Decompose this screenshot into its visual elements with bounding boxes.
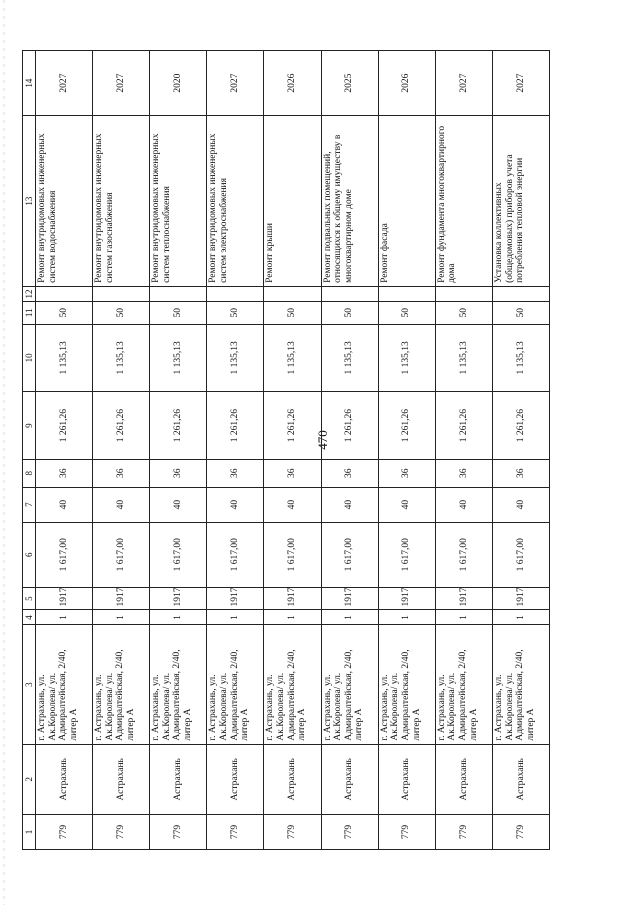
table-cell-col-10: 1 135,13 — [150, 324, 207, 392]
table-cell-col-1: 779 — [36, 814, 93, 849]
table-cell-col-10: 1 135,13 — [36, 324, 93, 392]
table-cell-col-9: 1 261,26 — [150, 392, 207, 460]
table-cell-col-5: 1917 — [36, 587, 93, 610]
table-cell-col-9: 1 261,26 — [492, 392, 549, 460]
table-cell-col-13: Ремонт крыши — [264, 116, 321, 287]
table-cell-col-7: 40 — [207, 487, 264, 522]
table-cell-col-7: 40 — [321, 487, 378, 522]
page-number: 470 — [314, 430, 330, 450]
table-cell-col-10: 1 135,13 — [435, 324, 492, 392]
table-cell-col-10: 1 135,13 — [492, 324, 549, 392]
column-number: 8 — [23, 459, 36, 487]
table-cell-col-8: 36 — [150, 459, 207, 487]
table-cell-col-5: 1917 — [492, 587, 549, 610]
table-cell-col-2: Астрахань — [150, 744, 207, 814]
column-number: 13 — [23, 116, 36, 287]
column-number: 5 — [23, 587, 36, 610]
table-cell-col-8: 36 — [435, 459, 492, 487]
column-number: 10 — [23, 324, 36, 392]
table-cell-col-8: 36 — [321, 459, 378, 487]
table-cell-col-7: 40 — [435, 487, 492, 522]
table-cell-col-13: Ремонт внутридомовых инженерных систем теплоснабжения — [150, 116, 207, 287]
table-cell-col-1: 779 — [492, 814, 549, 849]
table-cell-col-7: 40 — [150, 487, 207, 522]
table-cell-col-11: 50 — [435, 301, 492, 324]
column-number-row — [23, 51, 36, 850]
column-number: 14 — [23, 51, 36, 116]
table-row — [435, 51, 492, 850]
table-cell-col-7: 40 — [264, 487, 321, 522]
table-cell-col-11: 50 — [492, 301, 549, 324]
table-row — [150, 51, 207, 850]
table-cell-col-7: 40 — [378, 487, 435, 522]
table-cell-col-12 — [93, 286, 150, 301]
column-number: 9 — [23, 392, 36, 460]
table-cell-col-11: 50 — [150, 301, 207, 324]
table-cell-col-13: Ремонт фундамента многоквартирного дома — [435, 116, 492, 287]
table-cell-col-14: 2027 — [36, 51, 93, 116]
table-cell-col-1: 779 — [435, 814, 492, 849]
table-cell-col-12 — [378, 286, 435, 301]
table-cell-col-3: г. Астрахань, ул. Ак.Королева/ ул. Адмиралтейская, 2/40, литер А — [321, 625, 378, 744]
table-cell-col-2: Астрахань — [93, 744, 150, 814]
table-row — [36, 51, 93, 850]
table-cell-col-14: 2020 — [150, 51, 207, 116]
table-cell-col-5: 1917 — [435, 587, 492, 610]
table-cell-col-12 — [435, 286, 492, 301]
column-number: 7 — [23, 487, 36, 522]
column-number: 11 — [23, 301, 36, 324]
table-cell-col-4: 1 — [36, 610, 93, 625]
table-cell-col-1: 779 — [378, 814, 435, 849]
table-cell-col-4: 1 — [378, 610, 435, 625]
table-cell-col-1: 779 — [264, 814, 321, 849]
table-cell-col-10: 1 135,13 — [321, 324, 378, 392]
table-cell-col-9: 1 261,26 — [36, 392, 93, 460]
table-cell-col-3: г. Астрахань, ул. Ак.Королева/ ул. Адмиралтейская, 2/40, литер А — [492, 625, 549, 744]
table-cell-col-5: 1917 — [378, 587, 435, 610]
table-cell-col-2: Астрахань — [207, 744, 264, 814]
table-cell-col-4: 1 — [150, 610, 207, 625]
table-cell-col-12 — [492, 286, 549, 301]
table-cell-col-8: 36 — [36, 459, 93, 487]
table-cell-col-2: Астрахань — [378, 744, 435, 814]
table-cell-col-3: г. Астрахань, ул. Ак.Королева/ ул. Адмиралтейская, 2/40, литер А — [150, 625, 207, 744]
table-cell-col-3: г. Астрахань, ул. Ак.Королева/ ул. Адмиралтейская, 2/40, литер А — [264, 625, 321, 744]
table-cell-col-5: 1917 — [93, 587, 150, 610]
table-cell-col-13: Установка коллективных (общедомовых) приборов учета потребления тепловой энергии — [492, 116, 549, 287]
table-cell-col-1: 779 — [150, 814, 207, 849]
column-number: 6 — [23, 522, 36, 587]
table-cell-col-12 — [321, 286, 378, 301]
table-cell-col-11: 50 — [321, 301, 378, 324]
table-cell-col-3: г. Астрахань, ул. Ак.Королева/ ул. Адмиралтейская, 2/40, литер А — [36, 625, 93, 744]
table-cell-col-4: 1 — [93, 610, 150, 625]
table-body — [23, 51, 550, 850]
column-number: 4 — [23, 610, 36, 625]
table-cell-col-5: 1917 — [264, 587, 321, 610]
table-cell-col-6: 1 617,00 — [378, 522, 435, 587]
table-row — [207, 51, 264, 850]
table-cell-col-6: 1 617,00 — [492, 522, 549, 587]
table-cell-col-8: 36 — [492, 459, 549, 487]
column-number: 3 — [23, 625, 36, 744]
table-cell-col-13: Ремонт внутридомовых инженерных систем водоснабжения — [36, 116, 93, 287]
table-cell-col-14: 2027 — [492, 51, 549, 116]
table-cell-col-10: 1 135,13 — [207, 324, 264, 392]
table-cell-col-3: г. Астрахань, ул. Ак.Королева/ ул. Адмиралтейская, 2/40, литер А — [207, 625, 264, 744]
table-row — [378, 51, 435, 850]
table-cell-col-14: 2025 — [321, 51, 378, 116]
column-number: 12 — [23, 286, 36, 301]
table-cell-col-12 — [150, 286, 207, 301]
table-cell-col-5: 1917 — [207, 587, 264, 610]
table-cell-col-5: 1917 — [150, 587, 207, 610]
table-cell-col-9: 1 261,26 — [264, 392, 321, 460]
table-cell-col-4: 1 — [264, 610, 321, 625]
table-cell-col-4: 1 — [492, 610, 549, 625]
table-cell-col-11: 50 — [378, 301, 435, 324]
table-cell-col-7: 40 — [93, 487, 150, 522]
table-row — [93, 51, 150, 850]
table-cell-col-8: 36 — [378, 459, 435, 487]
table-cell-col-12 — [264, 286, 321, 301]
table-row — [492, 51, 549, 850]
table-cell-col-14: 2026 — [264, 51, 321, 116]
table-cell-col-14: 2027 — [207, 51, 264, 116]
table-cell-col-9: 1 261,26 — [435, 392, 492, 460]
table-cell-col-3: г. Астрахань, ул. Ак.Королева/ ул. Адмиралтейская, 2/40, литер А — [93, 625, 150, 744]
table-cell-col-6: 1 617,00 — [36, 522, 93, 587]
table-cell-col-6: 1 617,00 — [264, 522, 321, 587]
table-cell-col-2: Астрахань — [435, 744, 492, 814]
table-cell-col-1: 779 — [93, 814, 150, 849]
table-cell-col-13: Ремонт фасада — [378, 116, 435, 287]
table-cell-col-9: 1 261,26 — [93, 392, 150, 460]
table-cell-col-10: 1 135,13 — [93, 324, 150, 392]
table-cell-col-4: 1 — [321, 610, 378, 625]
table-cell-col-11: 50 — [264, 301, 321, 324]
table-cell-col-13: Ремонт внутридомовых инженерных систем электроснабжения — [207, 116, 264, 287]
table-cell-col-13: Ремонт подвальных помещений, относящихся к общему имуществу в многоквартирном доме — [321, 116, 378, 287]
table-row — [321, 51, 378, 850]
table-cell-col-11: 50 — [207, 301, 264, 324]
table-cell-col-10: 1 135,13 — [378, 324, 435, 392]
table-cell-col-13: Ремонт внутридомовых инженерных систем газоснабжения — [93, 116, 150, 287]
table-row — [264, 51, 321, 850]
table-cell-col-12 — [207, 286, 264, 301]
column-number: 2 — [23, 744, 36, 814]
table-cell-col-2: Астрахань — [36, 744, 93, 814]
table-cell-col-11: 50 — [93, 301, 150, 324]
table-cell-col-8: 36 — [264, 459, 321, 487]
table-cell-col-3: г. Астрахань, ул. Ак.Королева/ ул. Адмиралтейская, 2/40, литер А — [435, 625, 492, 744]
table-cell-col-4: 1 — [207, 610, 264, 625]
table-cell-col-8: 36 — [207, 459, 264, 487]
table-cell-col-6: 1 617,00 — [150, 522, 207, 587]
table-cell-col-1: 779 — [207, 814, 264, 849]
table-cell-col-2: Астрахань — [264, 744, 321, 814]
table-cell-col-9: 1 261,26 — [378, 392, 435, 460]
table-cell-col-2: Астрахань — [492, 744, 549, 814]
table-cell-col-6: 1 617,00 — [93, 522, 150, 587]
table-cell-col-7: 40 — [36, 487, 93, 522]
column-number: 1 — [23, 814, 36, 849]
table-cell-col-6: 1 617,00 — [435, 522, 492, 587]
table-cell-col-6: 1 617,00 — [207, 522, 264, 587]
document-table-container — [22, 50, 550, 850]
table-cell-col-9: 1 261,26 — [321, 392, 378, 460]
table-cell-col-12 — [36, 286, 93, 301]
table-cell-col-7: 40 — [492, 487, 549, 522]
table-cell-col-14: 2027 — [93, 51, 150, 116]
table-cell-col-9: 1 261,26 — [207, 392, 264, 460]
table-cell-col-4: 1 — [435, 610, 492, 625]
table-cell-col-1: 779 — [321, 814, 378, 849]
repair-schedule-table — [22, 50, 550, 850]
scan-edge — [0, 0, 12, 905]
table-cell-col-2: Астрахань — [321, 744, 378, 814]
table-cell-col-8: 36 — [93, 459, 150, 487]
table-cell-col-14: 2026 — [378, 51, 435, 116]
table-cell-col-14: 2027 — [435, 51, 492, 116]
table-cell-col-3: г. Астрахань, ул. Ак.Королева/ ул. Адмиралтейская, 2/40, литер А — [378, 625, 435, 744]
table-cell-col-5: 1917 — [321, 587, 378, 610]
table-cell-col-10: 1 135,13 — [264, 324, 321, 392]
table-cell-col-6: 1 617,00 — [321, 522, 378, 587]
table-cell-col-11: 50 — [36, 301, 93, 324]
